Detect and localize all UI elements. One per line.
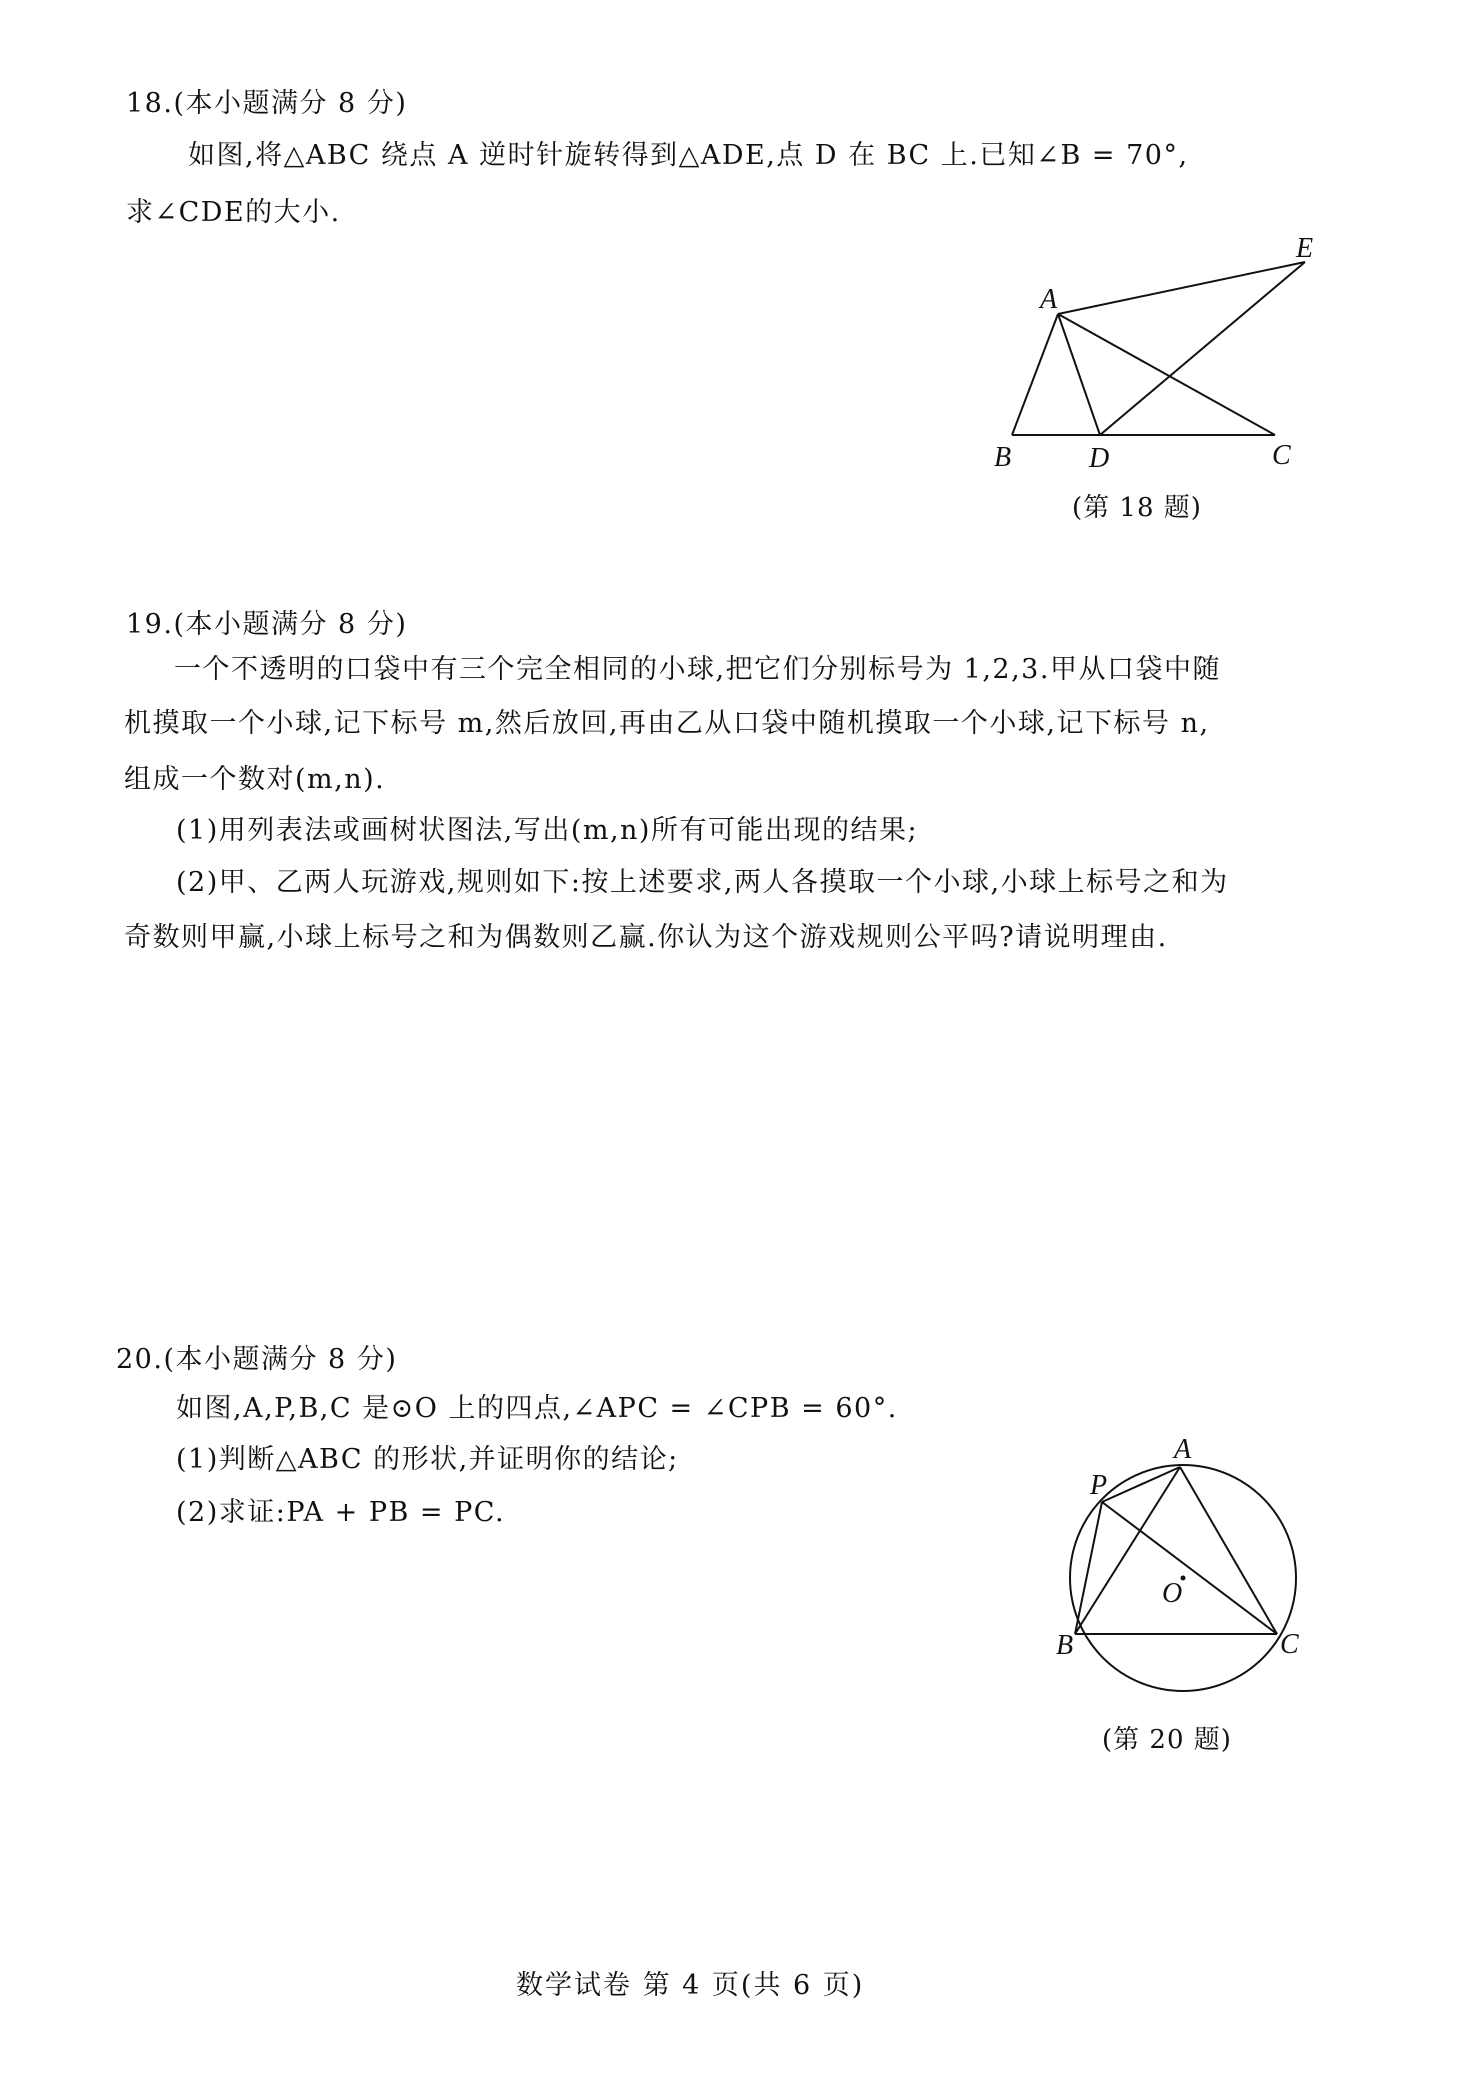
q18-figure-caption: (第 18 题) bbox=[1072, 493, 1202, 523]
q20-header: 20.(本小题满分 8 分) bbox=[116, 1344, 398, 1375]
q19-text-line1: 一个不透明的口袋中有三个完全相同的小球,把它们分别标号为 1,2,3.甲从口袋中随 bbox=[174, 654, 1221, 685]
q20-segment-pc bbox=[1102, 1502, 1277, 1634]
q20-part1: (1)判断△ABC 的形状,并证明你的结论; bbox=[176, 1444, 679, 1475]
q19-part2-line1: (2)甲、乙两人玩游戏,规则如下:按上述要求,两人各摸取一个小球,小球上标号之和为 bbox=[176, 867, 1229, 898]
q20-label-a: A bbox=[1174, 1434, 1192, 1465]
q19-header: 19.(本小题满分 8 分) bbox=[126, 609, 408, 640]
q18-label-c: C bbox=[1272, 440, 1291, 471]
page-footer: 数学试卷 第 4 页(共 6 页) bbox=[516, 1970, 865, 2001]
q18-label-b: B bbox=[994, 442, 1012, 473]
q19-part1: (1)用列表法或画树状图法,写出(m,n)所有可能出现的结果; bbox=[176, 815, 919, 846]
q18-label-d: D bbox=[1089, 443, 1110, 474]
q18-segment-ac bbox=[1058, 314, 1275, 435]
q18-segment-ab bbox=[1012, 314, 1058, 435]
q20-label-c: C bbox=[1280, 1629, 1299, 1660]
q18-segment-ad bbox=[1058, 314, 1100, 435]
q18-header: 18.(本小题满分 8 分) bbox=[126, 88, 408, 119]
q18-text-line2: 求∠CDE的大小. bbox=[126, 197, 341, 228]
q18-label-e: E bbox=[1296, 233, 1314, 264]
q19-text-line2: 机摸取一个小球,记下标号 m,然后放回,再由乙从口袋中随机摸取一个小球,记下标号 n, bbox=[124, 708, 1210, 739]
q20-part2: (2)求证:PA + PB = PC. bbox=[176, 1497, 506, 1528]
q20-label-o: O bbox=[1162, 1578, 1183, 1609]
q20-label-b: B bbox=[1056, 1630, 1074, 1661]
q18-label-a: A bbox=[1040, 284, 1058, 315]
q19-text-line3: 组成一个数对(m,n). bbox=[124, 764, 386, 795]
q18-figure bbox=[980, 230, 1340, 490]
q19-part2-line2: 奇数则甲赢,小球上标号之和为偶数则乙赢.你认为这个游戏规则公平吗?请说明理由. bbox=[124, 922, 1168, 953]
q18-segment-ae bbox=[1058, 262, 1305, 314]
q20-figure bbox=[1040, 1430, 1330, 1680]
q20-text-line1: 如图,A,P,B,C 是⊙O 上的四点,∠APC = ∠CPB = 60°. bbox=[176, 1393, 898, 1424]
q18-segment-de bbox=[1100, 262, 1305, 435]
q18-text-line1: 如图,将△ABC 绕点 A 逆时针旋转得到△ADE,点 D 在 BC 上.已知∠B = 70°, bbox=[188, 140, 1189, 171]
q20-segment-ac bbox=[1180, 1467, 1277, 1634]
q20-figure-caption: (第 20 题) bbox=[1102, 1725, 1232, 1755]
q20-label-p: P bbox=[1090, 1470, 1108, 1501]
